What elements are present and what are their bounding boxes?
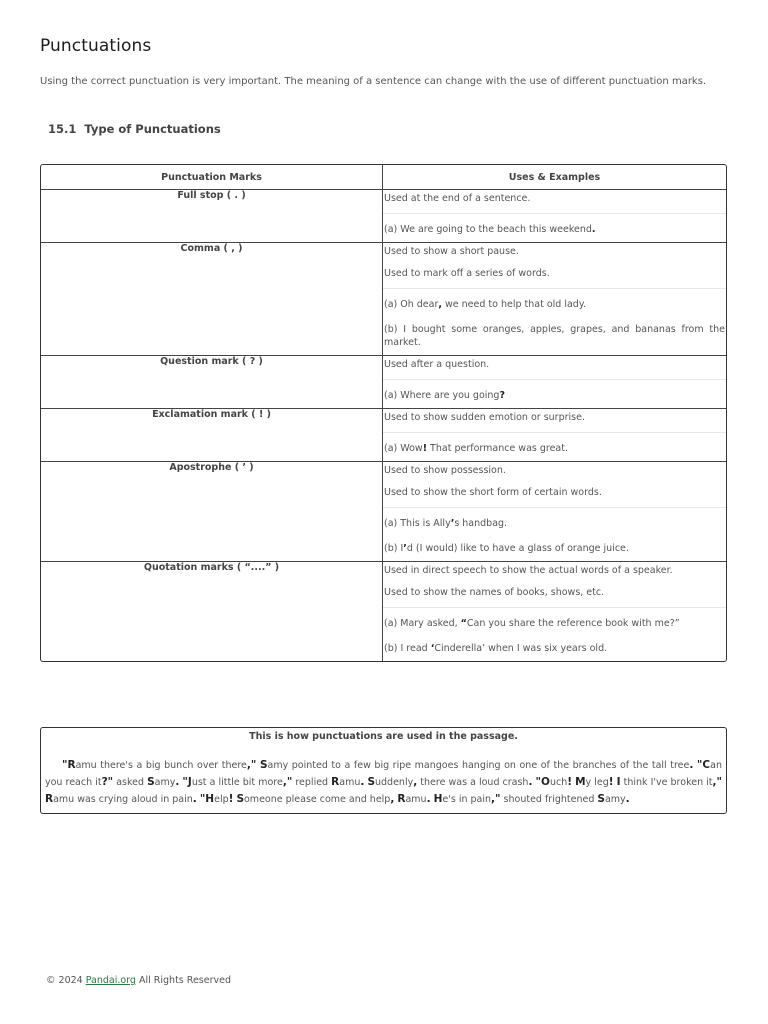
header-punctuation-marks: Punctuation Marks [41,165,383,190]
example-text-part: (a) Mary asked, [384,618,461,629]
intro-paragraph: Using the correct punctuation is very important. The meaning of a sentence can change with the use of different punctuation marks. [40,76,707,87]
punctuation-mark-cell: Question mark ( ? ) [41,356,383,409]
punctuation-mark-cell: Quotation marks ( “....” ) [41,562,383,661]
uses-examples-cell [383,243,726,356]
uses-list [383,409,726,432]
example-text [384,298,725,311]
uses-examples-cell [383,356,726,409]
example-text-part: (a) Wow [384,443,423,454]
footer [46,975,231,986]
example-text-part: Cinderella’ when I was six years old. [434,643,608,654]
punctuation-table [40,164,727,662]
passage-text: "Ramu there's a big bunch over there," Samy pointed to a few big ripe mangoes hanging on one of the branches of the tall tree. "Can you reach it?" asked Samy. "Just a little bit more," replied Ramu. Suddenly, there was a loud crash. "Ouch! My leg! I think I've broken it," Ramu was crying aloud in pain. "Help! Someone please come and help, Ramu. He's in pain," shouted frightened Samy. [45,759,723,805]
highlighted-punctuation: ‘ [430,643,435,654]
section-title: Type of Punctuations [84,122,221,136]
punctuation-mark-cell: Exclamation mark ( ! ) [41,409,383,462]
example-text [384,442,725,455]
table-body [41,190,726,661]
highlighted-punctuation: “ [460,618,467,629]
use-text: Used to show the short form of certain words. [384,487,602,498]
table-row [41,409,726,462]
example-text [384,323,725,349]
use-text: Used at the end of a sentence. [384,193,531,204]
example-text-part: That performance was great. [427,443,569,454]
example-text-part: we need to help that old lady. [441,299,587,310]
example-text [384,517,725,530]
example-text-part: (b) I bought some oranges, apples, grapes, and bananas from the market. [384,324,725,348]
example-text [384,617,725,630]
highlighted-punctuation: ’ [450,518,455,529]
table-row [41,356,726,409]
uses-list [383,462,726,507]
uses-list [383,562,726,607]
examples-list [383,288,726,355]
section-heading [48,122,221,136]
highlighted-punctuation: , [438,299,442,310]
example-text-part: (a) We are going to the beach this weekend [384,224,592,235]
examples-list [383,379,726,408]
uses-list [383,243,726,288]
use-text: Used to show the names of books, shows, etc. [384,587,605,598]
punctuation-mark-cell: Comma ( , ) [41,243,383,356]
highlighted-punctuation: ’ [403,543,407,554]
example-text [384,389,725,402]
table-row [41,243,726,356]
example-text-part: (a) This is Ally [384,518,451,529]
table-header-row [41,165,726,190]
highlighted-punctuation: ? [499,390,505,401]
example-text-part: d (I would) like to have a glass of orange juice. [406,543,629,554]
highlighted-punctuation: ! [422,443,428,454]
example-text-part: s handbag. [454,518,508,529]
uses-list [383,190,726,213]
uses-list [383,356,726,379]
examples-list [383,213,726,242]
section-number: 15.1 [48,122,77,136]
example-text-part: Can you share the reference book with me?” [466,618,680,629]
use-text: Used in direct speech to show the actual words of a speaker. [384,565,673,576]
header-uses-examples: Uses & Examples [383,165,726,190]
examples-list [383,432,726,461]
example-text [384,223,725,236]
passage-box [40,727,727,814]
footer-copyright: © 2024 [46,975,86,986]
use-text: Used after a question. [384,359,490,370]
example-text-part: (a) Oh dear [384,299,439,310]
table-row [41,462,726,562]
uses-examples-cell [383,462,726,562]
example-text [384,542,725,555]
example-text [384,642,725,655]
passage-title: This is how punctuations are used in the passage. [249,731,518,742]
examples-list [383,607,726,661]
footer-rights: All Rights Reserved [135,975,231,986]
use-text: Used to show a short pause. [384,246,519,257]
example-text-part: (a) Where are you going [384,390,500,401]
uses-examples-cell [383,562,726,661]
example-text-part: (b) I read [384,643,431,654]
table-row [41,190,726,243]
table-row [41,562,726,661]
uses-examples-cell [383,409,726,462]
use-text: Used to show possession. [384,465,506,476]
use-text: Used to mark off a series of words. [384,268,550,279]
page-title: Punctuations [40,36,152,56]
examples-list [383,507,726,561]
highlighted-punctuation: . [591,224,596,235]
punctuation-mark-cell: Apostrophe ( ’ ) [41,462,383,562]
footer-link[interactable]: Pandai.org [85,975,136,986]
example-text-part: (b) I [384,543,404,554]
uses-examples-cell [383,190,726,243]
punctuation-mark-cell: Full stop ( . ) [41,190,383,243]
use-text: Used to show sudden emotion or surprise. [384,412,585,423]
